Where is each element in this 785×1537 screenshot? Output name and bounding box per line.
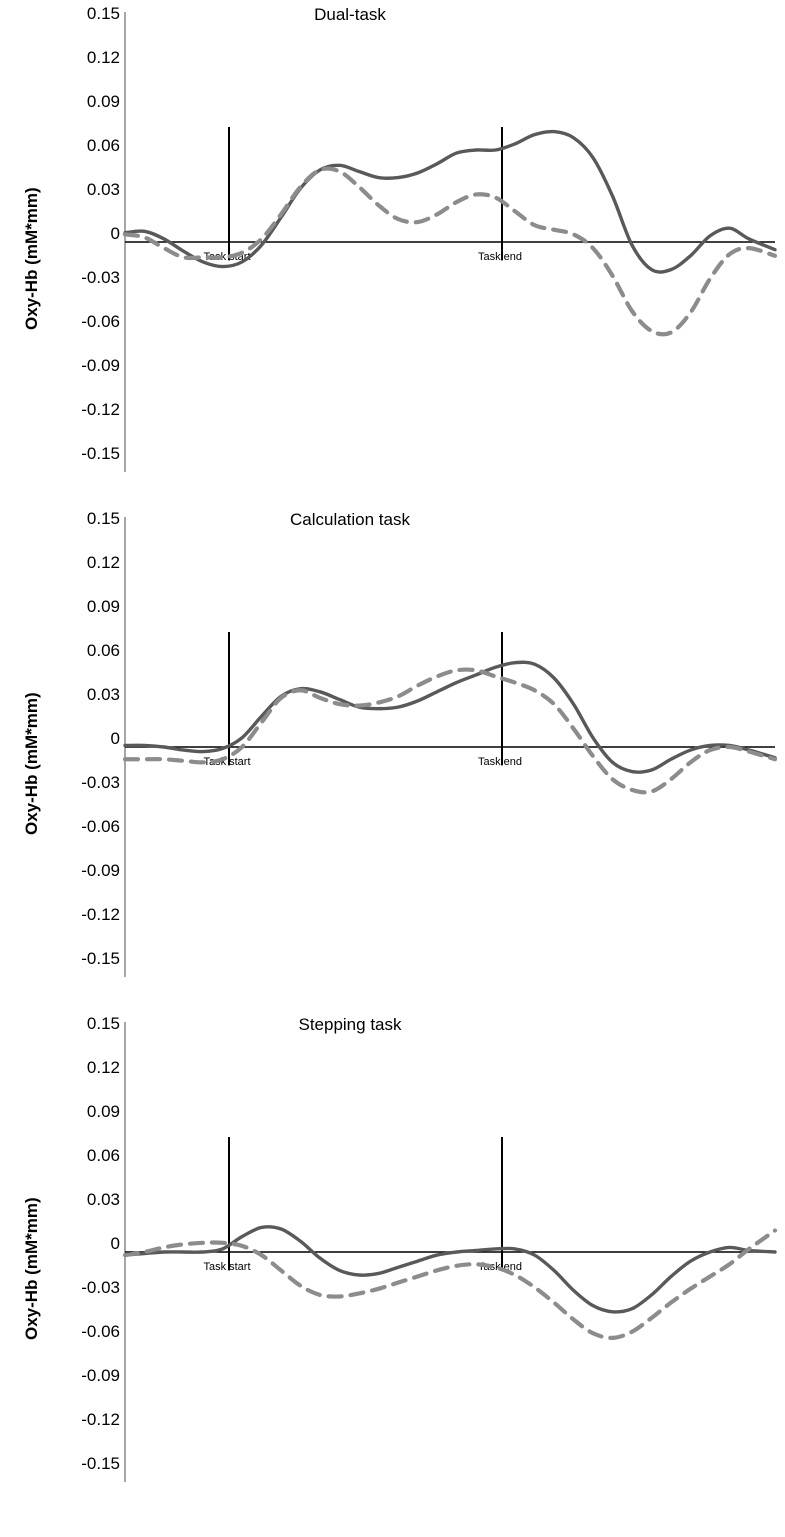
- task-end-label: Task end: [477, 1261, 523, 1273]
- y-tick-label: -0.09: [81, 1366, 120, 1385]
- chart-title: Dual-task: [314, 5, 386, 24]
- y-tick-label: 0.03: [86, 685, 120, 704]
- y-axis-label: Oxy-Hb (mM*mm): [22, 692, 41, 835]
- y-tick-label: 0.12: [86, 553, 120, 572]
- y-tick-label: -0.15: [81, 444, 120, 463]
- y-tick-label: 0.09: [86, 1102, 120, 1121]
- y-tick-label: -0.15: [81, 949, 120, 968]
- y-tick-label: 0.03: [86, 180, 120, 199]
- chart-panel-dual-task: [0, 0, 785, 505]
- y-tick-label: -0.15: [81, 1454, 120, 1473]
- y-tick-label: 0.09: [86, 92, 120, 111]
- y-tick-label: -0.06: [81, 817, 120, 836]
- plot-area: [0, 0, 785, 505]
- y-axis-label: Oxy-Hb (mM*mm): [22, 1197, 41, 1340]
- y-tick-label: -0.12: [81, 905, 120, 924]
- y-tick-label: -0.09: [81, 356, 120, 375]
- task-end-label: Task end: [477, 251, 523, 263]
- plot-area: [0, 505, 785, 1010]
- y-tick-label: -0.06: [81, 1322, 120, 1341]
- y-tick-label: 0.06: [86, 641, 120, 660]
- y-tick-label: 0.09: [86, 597, 120, 616]
- chart-title: Stepping task: [298, 1015, 402, 1034]
- y-tick-label: 0.12: [86, 48, 120, 67]
- y-tick-label: 0: [110, 1234, 120, 1253]
- y-tick-label: -0.06: [81, 312, 120, 331]
- y-tick-label: -0.03: [81, 268, 120, 287]
- y-tick-label: 0: [110, 224, 120, 243]
- y-axis-label: Oxy-Hb (mM*mm): [22, 187, 41, 330]
- task-start-label: Task start: [203, 1261, 251, 1273]
- y-tick-label: -0.03: [81, 773, 120, 792]
- chart-panel-calculation-task: [0, 505, 785, 1010]
- y-tick-label: -0.12: [81, 400, 120, 419]
- chart-title: Calculation task: [289, 510, 410, 529]
- y-tick-label: 0.12: [86, 1058, 120, 1077]
- y-tick-label: -0.12: [81, 1410, 120, 1429]
- task-start-label: Task start: [203, 251, 251, 263]
- y-tick-label: 0.06: [86, 1146, 120, 1165]
- task-start-label: Task start: [203, 756, 251, 768]
- chart-panel-stepping-task: [0, 1010, 785, 1515]
- y-tick-label: 0: [110, 729, 120, 748]
- plot-area: [0, 1010, 785, 1515]
- y-tick-label: 0.15: [86, 1014, 120, 1033]
- y-tick-label: 0.15: [86, 509, 120, 528]
- y-tick-label: -0.09: [81, 861, 120, 880]
- y-tick-label: 0.03: [86, 1190, 120, 1209]
- task-end-label: Task end: [477, 756, 523, 768]
- y-tick-label: 0.06: [86, 136, 120, 155]
- series-line-dashed: [125, 670, 775, 793]
- y-tick-label: 0.15: [86, 4, 120, 23]
- y-tick-label: -0.03: [81, 1278, 120, 1297]
- series-line-dashed: [125, 1231, 775, 1338]
